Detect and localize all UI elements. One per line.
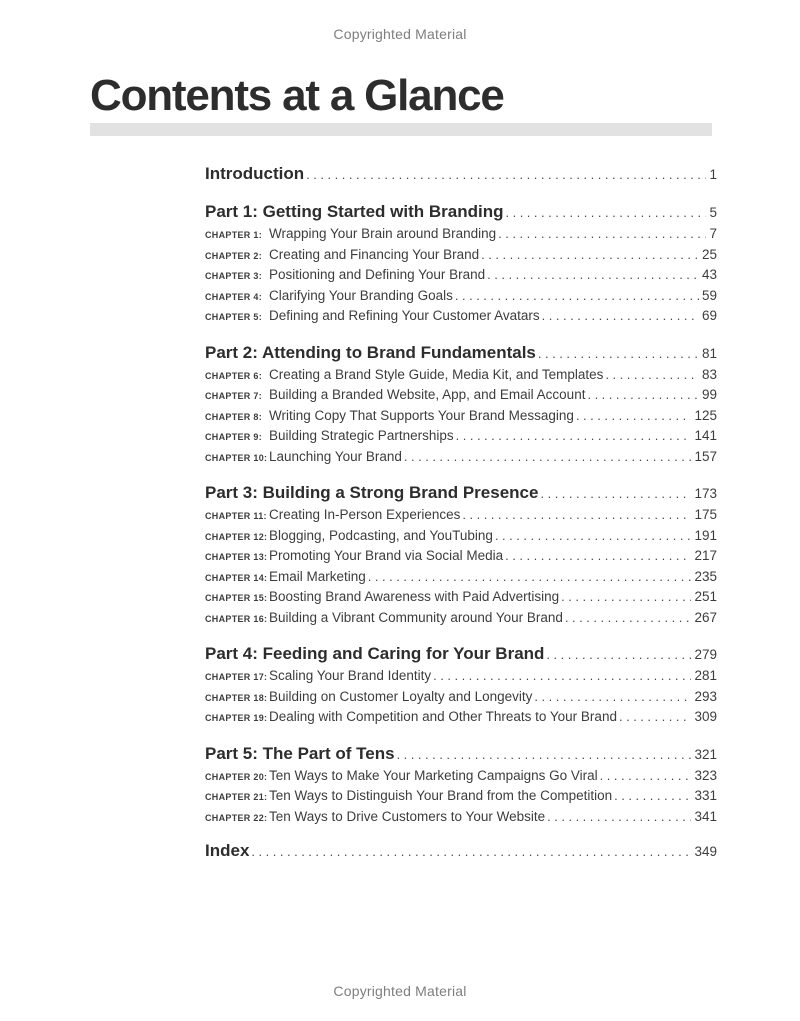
page-number: 83 — [701, 366, 717, 382]
toc-chapter-entry — [205, 546, 717, 567]
chapter-number-label: CHAPTER 21: — [205, 792, 268, 802]
chapter-number-label: CHAPTER 8: — [205, 411, 263, 422]
chapter-title: Promoting Your Brand via Social Media — [269, 548, 504, 563]
chapter-number-label: CHAPTER 22: — [205, 812, 268, 823]
page-number: 125 — [694, 407, 717, 423]
dot-leader — [433, 666, 691, 687]
toc-chapter-entry — [205, 245, 717, 266]
page-number: 141 — [694, 428, 717, 443]
page-number: 309 — [694, 709, 717, 724]
chapter-number-label: CHAPTER 17: — [205, 672, 268, 682]
chapter-title: Ten Ways to Drive Customers to Your Website — [269, 808, 546, 824]
dot-leader — [587, 385, 699, 406]
chapter-title: Scaling Your Brand Identity — [269, 668, 432, 683]
toc-chapter-entry — [205, 786, 717, 807]
toc-chapter-entry — [205, 707, 717, 728]
toc-chapter-entry — [205, 766, 717, 787]
chapter-title: Launching Your Brand — [269, 448, 402, 464]
dot-leader — [605, 365, 699, 386]
page-number: 321 — [694, 746, 717, 762]
dot-leader — [534, 687, 691, 708]
page-number: 173 — [694, 486, 717, 501]
toc-chapter-entry — [205, 286, 717, 307]
chapter-number-label: CHAPTER 3: — [205, 271, 263, 281]
chapter-number-label: CHAPTER 14: — [205, 572, 268, 583]
toc-chapter-entry — [205, 505, 717, 526]
page-number: 81 — [701, 345, 717, 361]
page-number: 293 — [694, 688, 717, 704]
toc-chapter-entry — [205, 608, 717, 629]
page-number: 235 — [694, 568, 717, 584]
chapter-number-label: CHAPTER 20: — [205, 771, 268, 782]
page-number: 175 — [694, 507, 717, 522]
toc-chapter-entry — [205, 447, 717, 468]
page-number: 43 — [701, 267, 717, 282]
chapter-title: Creating In-Person Experiences — [269, 507, 461, 522]
dot-leader — [462, 505, 691, 526]
toc-chapter-entry — [205, 224, 717, 245]
title-underline-bar — [90, 123, 712, 136]
toc-chapter-entry — [205, 567, 717, 588]
toc-part-entry — [205, 642, 717, 666]
dot-leader — [561, 587, 691, 608]
page-number: 349 — [694, 844, 717, 859]
dot-leader — [404, 447, 692, 468]
chapter-title: Email Marketing — [269, 568, 366, 584]
dot-leader — [498, 224, 706, 245]
toc-chapter-entry — [205, 265, 717, 286]
dot-leader — [368, 567, 692, 588]
copyright-notice-top: Copyrighted Material — [333, 26, 467, 42]
chapter-title: Building on Customer Loyalty and Longevity — [269, 688, 533, 704]
dot-leader — [487, 265, 699, 286]
dot-leader — [600, 766, 692, 787]
chapter-number-label: CHAPTER 11: — [205, 511, 267, 521]
toc-chapter-entry — [205, 385, 717, 406]
dot-leader — [456, 426, 692, 447]
page-number: 25 — [701, 246, 717, 262]
dot-leader — [576, 406, 692, 427]
toc-chapter-entry — [205, 587, 717, 608]
dot-leader — [495, 526, 692, 547]
chapter-title: Creating a Brand Style Guide, Media Kit, and Templates — [269, 366, 604, 382]
chapter-title: Ten Ways to Distinguish Your Brand from the Competition — [269, 788, 613, 803]
chapter-title: Building Strategic Partnerships — [269, 428, 454, 443]
chapter-title: Blogging, Podcasting, and YouTubing — [269, 527, 493, 543]
toc-chapter-entry — [205, 306, 717, 327]
page-title: Contents at a Glance — [90, 71, 504, 120]
dot-leader — [455, 286, 699, 307]
chapter-title: Wrapping Your Brain around Branding — [269, 226, 497, 241]
section-title: Part 3: Building a Strong Brand Presence — [205, 483, 539, 502]
chapter-number-label: CHAPTER 19: — [205, 713, 268, 723]
dot-leader — [505, 201, 706, 225]
page-number: 331 — [694, 788, 717, 803]
dot-leader — [546, 643, 691, 667]
toc-chapter-entry — [205, 666, 717, 687]
dot-leader — [251, 840, 691, 864]
toc-section-entry — [205, 839, 717, 863]
dot-leader — [540, 482, 691, 506]
toc-part-entry — [205, 341, 717, 365]
section-title: Part 1: Getting Started with Branding — [205, 202, 504, 221]
toc-chapter-entry — [205, 526, 717, 547]
toc-chapter-entry — [205, 426, 717, 447]
dot-leader — [538, 342, 699, 366]
chapter-number-label: CHAPTER 1: — [205, 230, 263, 240]
chapter-title: Ten Ways to Make Your Marketing Campaigns Go Viral — [269, 767, 598, 783]
chapter-title: Building a Vibrant Community around Your Brand — [269, 609, 563, 625]
toc-part-entry — [205, 481, 717, 505]
chapter-number-label: CHAPTER 7: — [205, 391, 263, 401]
chapter-title: Dealing with Competition and Other Threats to Your Brand — [269, 709, 617, 724]
dot-leader — [397, 743, 692, 767]
chapter-number-label: CHAPTER 12: — [205, 531, 268, 542]
toc-part-entry — [205, 200, 717, 224]
chapter-number-label: CHAPTER 9: — [205, 432, 263, 442]
section-title: Index — [205, 841, 250, 860]
page-number: 99 — [701, 387, 717, 402]
page-number: 5 — [709, 205, 717, 220]
chapter-number-label: CHAPTER 18: — [205, 692, 268, 703]
page-number: 59 — [701, 287, 717, 303]
toc-part-entry — [205, 742, 717, 766]
chapter-number-label: CHAPTER 10: — [205, 452, 268, 463]
page-number: 69 — [701, 308, 717, 323]
toc-chapter-entry — [205, 365, 717, 386]
section-title: Introduction — [205, 164, 305, 183]
chapter-title: Defining and Refining Your Customer Avatars — [269, 308, 540, 323]
page-number: 7 — [709, 226, 717, 241]
page-number: 157 — [694, 448, 717, 464]
page-number: 279 — [694, 647, 717, 662]
page-number: 191 — [694, 527, 717, 543]
section-title: Part 5: The Part of Tens — [205, 743, 395, 763]
dot-leader — [481, 245, 699, 266]
chapter-title: Clarifying Your Branding Goals — [269, 287, 453, 303]
copyright-notice-bottom: Copyrighted Material — [333, 983, 467, 999]
chapter-number-label: CHAPTER 5: — [205, 312, 263, 322]
dot-leader — [306, 163, 706, 187]
page-number: 341 — [694, 808, 717, 824]
chapter-title: Positioning and Defining Your Brand — [269, 267, 486, 282]
dot-leader — [542, 306, 699, 327]
chapter-title: Creating and Financing Your Brand — [269, 246, 480, 262]
section-title: Part 4: Feeding and Caring for Your Brand — [205, 644, 545, 663]
chapter-number-label: CHAPTER 13: — [205, 552, 268, 562]
chapter-number-label: CHAPTER 4: — [205, 291, 263, 302]
dot-leader — [547, 807, 691, 828]
chapter-title: Boosting Brand Awareness with Paid Advertising — [269, 589, 560, 604]
toc-chapter-entry — [205, 687, 717, 708]
page-number: 281 — [694, 668, 717, 683]
chapter-number-label: CHAPTER 15: — [205, 593, 268, 603]
chapter-number-label: CHAPTER 6: — [205, 370, 263, 381]
page-number: 251 — [694, 589, 717, 604]
dot-leader — [614, 786, 691, 807]
chapter-title: Writing Copy That Supports Your Brand Messaging — [269, 407, 574, 423]
page-number: 323 — [694, 767, 717, 783]
toc-chapter-entry — [205, 406, 717, 427]
chapter-number-label: CHAPTER 16: — [205, 613, 268, 624]
page-number: 1 — [709, 167, 717, 182]
dot-leader — [505, 546, 691, 567]
toc-chapter-entry — [205, 807, 717, 828]
table-of-contents — [205, 162, 717, 863]
page-number: 217 — [694, 548, 717, 563]
dot-leader — [619, 707, 692, 728]
page-number: 267 — [694, 609, 717, 625]
dot-leader — [565, 608, 692, 629]
chapter-number-label: CHAPTER 2: — [205, 250, 263, 261]
toc-section-entry — [205, 162, 717, 186]
section-title: Part 2: Attending to Brand Fundamentals — [205, 342, 536, 362]
chapter-title: Building a Branded Website, App, and Email Account — [269, 387, 586, 402]
